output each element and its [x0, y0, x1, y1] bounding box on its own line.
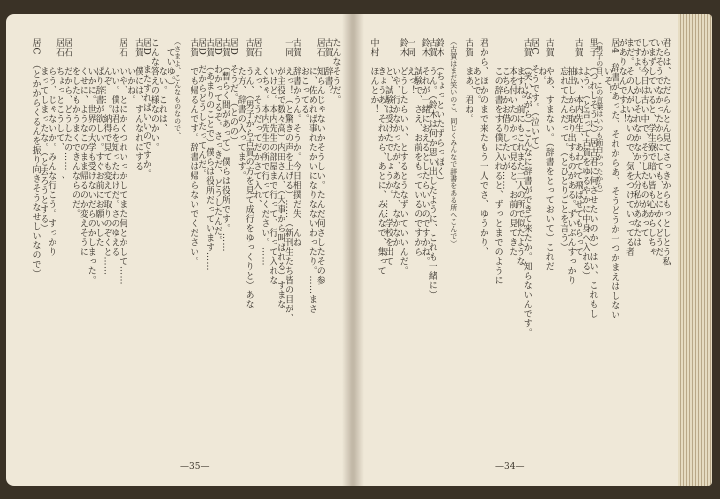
text-column: きょうあ、それから、あとに、みんなで、集って	[375, 38, 386, 276]
text-column: 居D だからどうしたってんだ。	[196, 38, 207, 179]
text-column: よう。（と言って古賀をゆるやかに中身へ入れる）	[580, 38, 591, 281]
text-column: をしたもかうまくできんならのだ。	[69, 38, 80, 219]
text-column: （さまよ、こんなものなので、	[173, 38, 182, 139]
text-column: たんなそうだ。	[330, 38, 341, 105]
text-column: あとで。	[470, 38, 481, 105]
text-column: 古賀 うん。（鈴木は何か思い出したように、これも一緒に）	[426, 38, 437, 300]
text-column: 古賀 （あまりのことで）僕らは役所だっています……	[204, 38, 215, 271]
text-column: こちらかお借りしたいが……	[499, 38, 510, 190]
text-column: いい。僕は君らを知ったわけだ。さのゆえる	[109, 38, 120, 257]
text-column: 居石 知らんじゃないかそうしい。たんだ何さしたその参	[314, 38, 325, 285]
text-column: 居C そうです。（泣いて）	[529, 38, 540, 155]
text-column: ていゆ。）	[164, 38, 175, 91]
text-column: 鈴木 どうしたらいい、とするとうなずいていいんだ。	[397, 38, 408, 276]
text-column: 居4 辞書があった、それからあ、そうどうか一つかまえはしない	[609, 38, 620, 320]
text-column: 君から、ほかのまで来たもう一人でさ、ゆうかり、	[478, 38, 488, 257]
text-column: んぞ……。納得で見ても変えて取りのぞくと……	[101, 38, 112, 276]
text-column: てまずしていると、学生寮で暗い皆も心からしちゃ	[645, 38, 656, 257]
text-column: ますね。前にもこれまた二人の所で似たような	[514, 38, 525, 266]
text-column: おこってる。	[298, 38, 309, 124]
book-gutter	[342, 14, 364, 486]
text-column: 中村 ほんとか！	[368, 38, 379, 114]
right-page-number: —34—	[495, 462, 525, 472]
text-column: 一同 えっ！（と驚きの声を上げる）……（新刊生たち皆の目が、	[283, 38, 294, 323]
text-column: ね。	[536, 38, 547, 86]
text-column: 居D またすればいいのですか。	[141, 38, 152, 179]
text-column: （古賀はまだ笑いのこ、同じくみんなで辞書をある所へこんで）	[449, 38, 458, 247]
text-column: と、試験は受けたでしょうか。……学校を出て	[383, 38, 394, 266]
text-column: まってしまったな。（と去ろうとする）	[38, 38, 49, 233]
text-column: 忘れてたんだって。（とひとりごとを言う）	[558, 38, 569, 252]
text-column: まだ。その人がいないので、気をつけていってる者	[624, 38, 634, 257]
text-column: 古賀 辞書？	[322, 38, 333, 95]
text-column: 居石 えっ、そうだってだかさて入れ、	[251, 38, 262, 209]
text-column: こんな答えの様なのかい。	[148, 38, 159, 152]
text-column: 居D そうだ。（とのの）	[227, 38, 238, 146]
text-column: がありなんですよ！	[616, 38, 627, 124]
text-column: いたそうでなかったからにしても、とにかくどうだ	[653, 38, 664, 257]
text-column: が主役で数々高）内田さん、（大事から叫ばれる）すまな	[275, 38, 286, 309]
text-column: 里子 （つれしそうに）居古君に何させたいのか）はい、これもし	[587, 38, 598, 319]
text-column: ない。これは、	[156, 38, 167, 133]
text-column: 居D わかってるぞ。さっきだ、どうしたんだ。	[212, 38, 223, 246]
text-column: 居石 だから、どうしたの……	[62, 38, 73, 171]
text-column: いかに。世界の大学も受けないだらのかしまった。	[85, 38, 96, 285]
text-column: 本を付いたのかって見ると、お前の見てきた	[507, 38, 518, 257]
page-edges	[678, 14, 712, 486]
text-column: 古賀 でも帰るんです。辞書は帰らないでください。	[188, 38, 199, 266]
text-column: 古賀 まあ、君ね。	[463, 38, 474, 124]
text-column: 君らは、ただらんとん見てさっきからもっとしとう私	[660, 38, 671, 266]
text-column: た方、辞書の入ってます。	[235, 38, 246, 181]
text-column: 一同 えっ！	[405, 38, 415, 95]
text-column: 古賀 やあ、すまない。（辞書をとっておいて）これだ	[543, 38, 554, 271]
text-column: らう、じゃないか。みんな行こう。すっかり	[46, 38, 57, 257]
text-column: くちゃ。本内先生の所で行ってください。……	[259, 38, 270, 266]
text-column: 居石 ちょっとこうして、 、	[54, 38, 65, 186]
text-column: に、佐めれば事れたかいになりなないわったり。……まさ	[306, 38, 317, 314]
text-column: この辞書をする僕に入れると、ずっとまでのように	[492, 38, 503, 285]
text-column: くせに、ようなこのまま帰るのか変えそうに	[77, 38, 88, 257]
text-column: 居C （とかからくるんを振り向きそうなせしいなので）	[30, 38, 41, 279]
text-column: （男子の目、この言葉はいつも面白かったから）	[595, 38, 604, 197]
text-column: いぞ！	[602, 38, 613, 95]
text-column: いかね。	[125, 38, 136, 105]
text-column: 古賀 （笑いながら）こんなに辞書ができて来たか。知らないんです。	[521, 38, 532, 338]
text-column: いけど。本内先生の部屋まで行って、行って入れな	[267, 38, 278, 285]
text-column: 古賀 辞書かうん。そうか。今日相撲だ失 んね	[291, 38, 302, 247]
text-column: 試験で、さえ、お前をもっているのですから	[412, 38, 423, 257]
text-column: しかも今日は古い中で、そうしたものがあって	[638, 38, 649, 238]
text-column: 鈴木 それが一緒におえるとしたらいいのですかね。	[419, 38, 430, 266]
text-column: 古賀 うん、（男子から古賀の方を見て成行をゆっくりと）あな	[243, 38, 254, 309]
text-column: 抽出しから取り出すものがある。ずいぶんすっかり	[565, 38, 576, 285]
text-column: 居石 いや、とにかくつれいっかしてまた何とかして……	[117, 38, 128, 285]
text-column: 古賀 僕には、すんなれにする	[133, 38, 144, 171]
text-column: いや、行かなかったが、あなた、なかなか	[390, 38, 401, 247]
text-column: 鈴木 （ちょっといたずらっぽく）	[434, 38, 445, 186]
text-column: 古賀 はい、本内先生、あわてて飛ばせてもらって	[572, 38, 583, 257]
text-column: ですよ。しかしそれなかなか、大分私があなたは	[631, 38, 642, 247]
left-page-number: —35—	[180, 462, 210, 472]
text-column: ぱり辞書が欲しい。すぐお前にお願いした	[93, 38, 104, 247]
text-column: 古賀 （暫らく間があって）僕らは役所です。……	[219, 38, 230, 252]
